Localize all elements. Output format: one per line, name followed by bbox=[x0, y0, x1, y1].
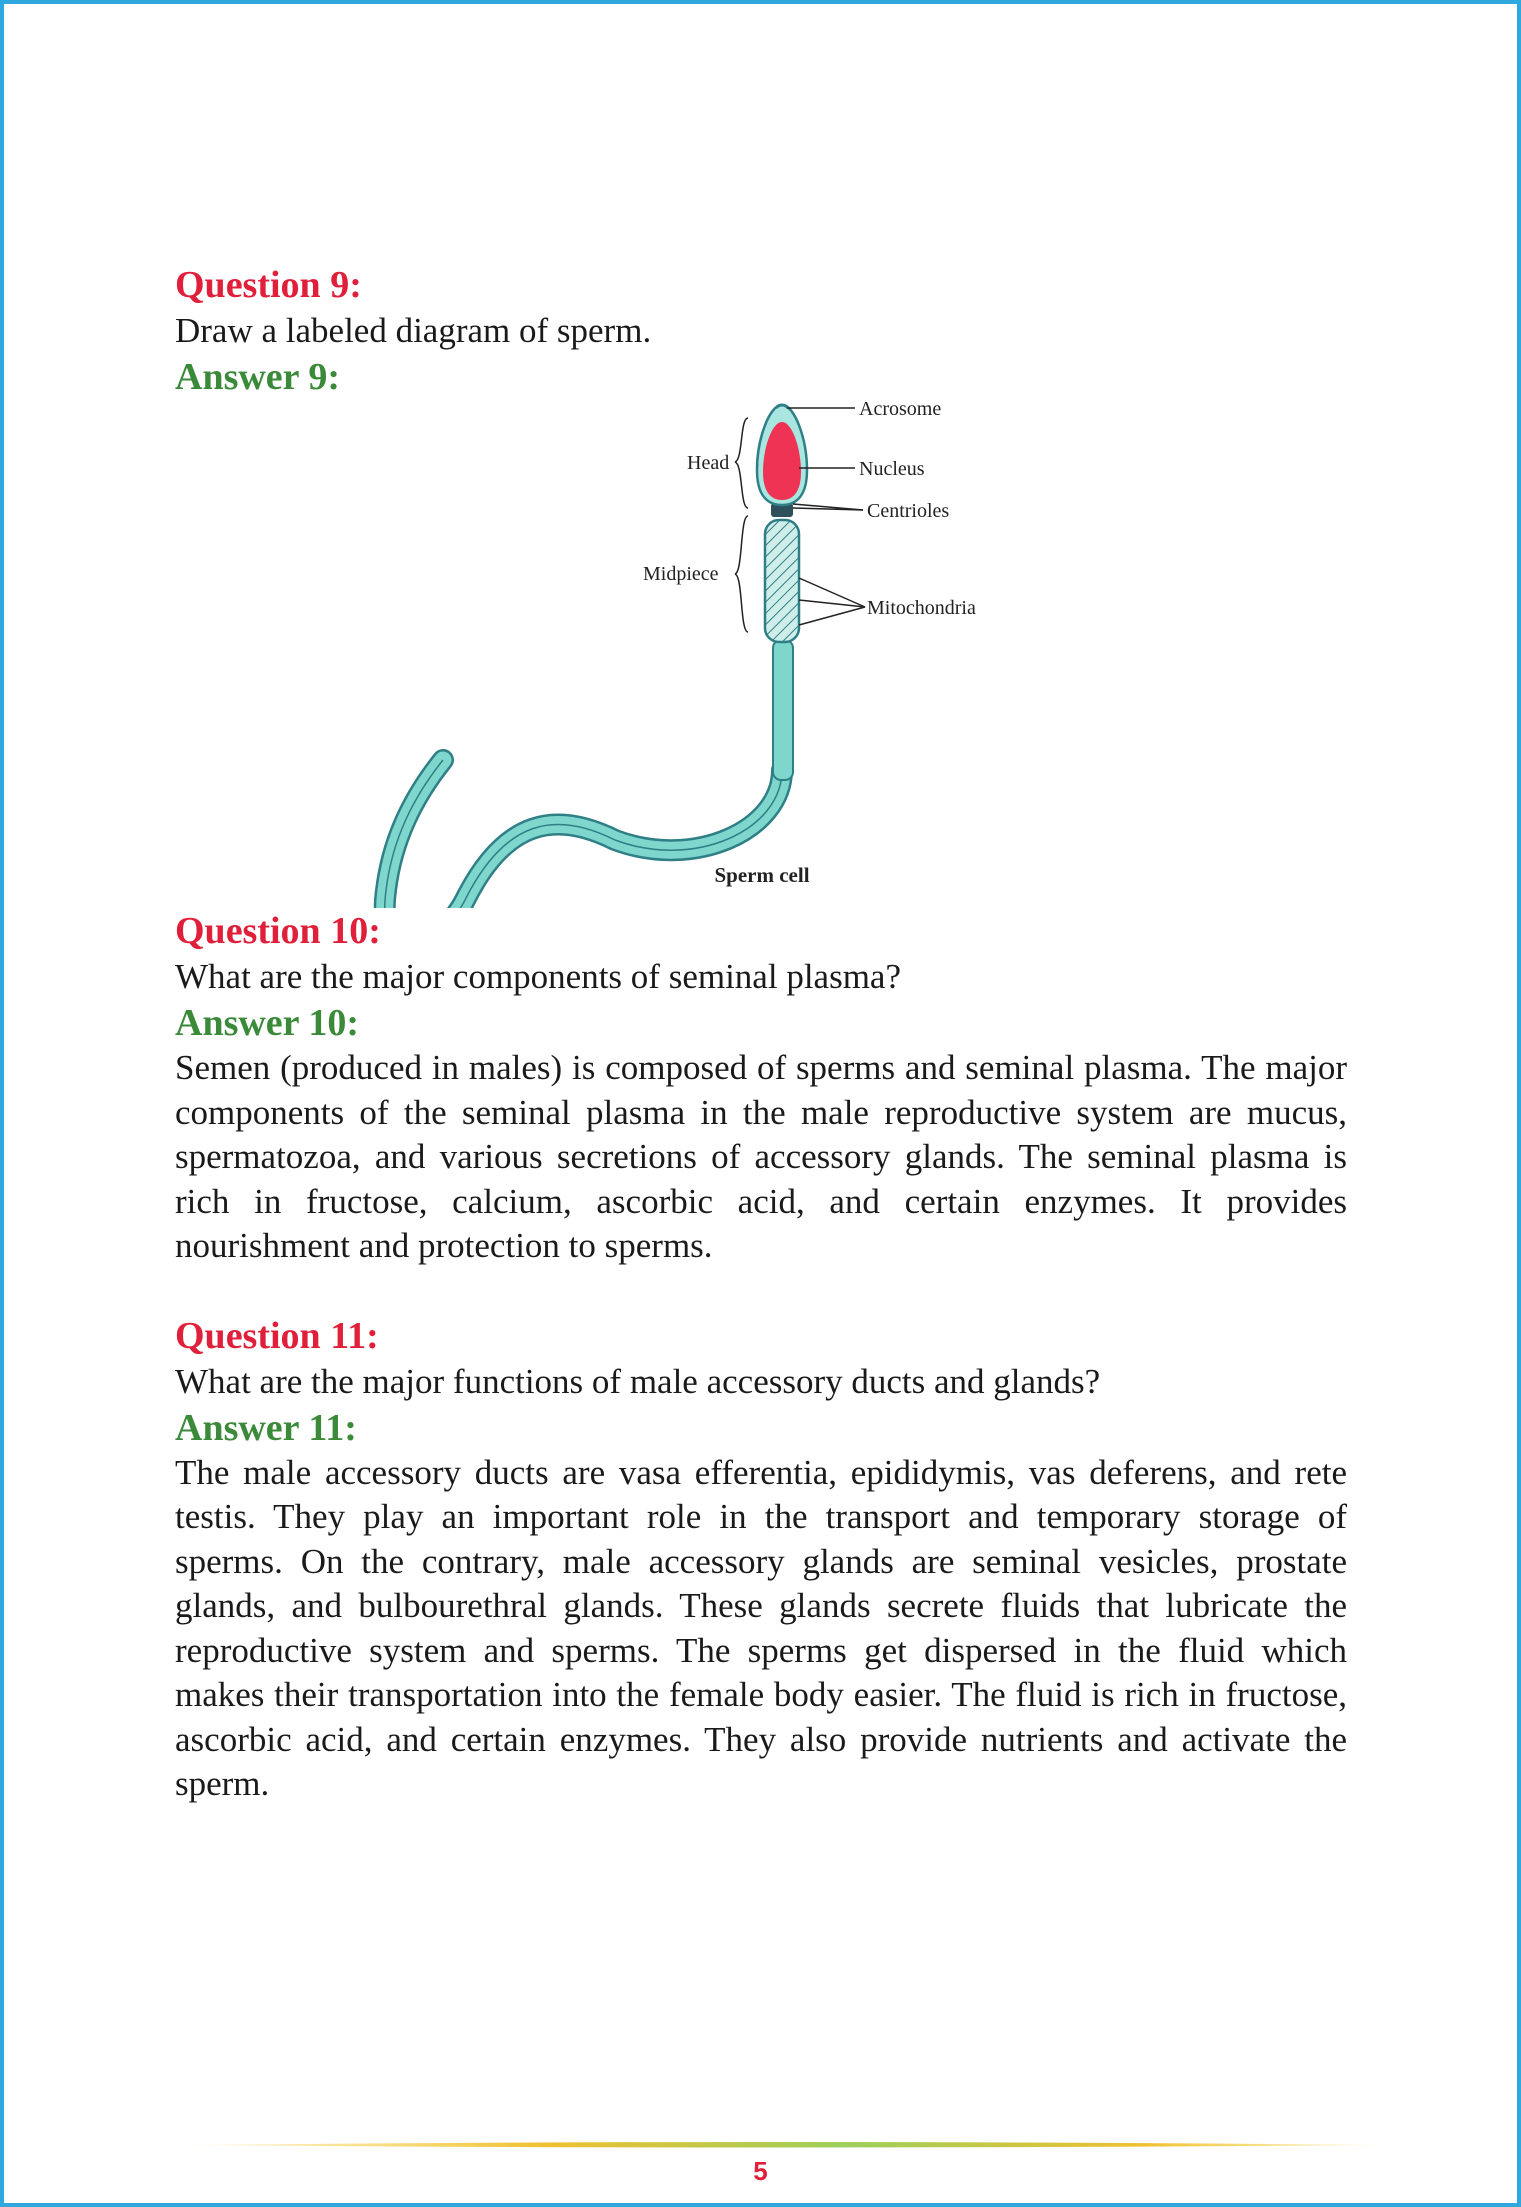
question-10-heading: Question 10: bbox=[175, 910, 381, 952]
sperm-diagram bbox=[175, 400, 1347, 908]
head-brace bbox=[735, 418, 748, 508]
label-head: Head bbox=[687, 452, 730, 474]
answer-11-text: The male accessory ducts are vasa efferentia, epididymis, vas deferens, and rete testis. They play an important role in the transport and temporary storage of sperms. On the contrary, male accessory glands are seminal vesicles, prostate glands, and bulbourethral glands. These glands secrete fluids that lubricate the reproductive system and sperms. The sperms get dispersed in the fluid which makes their transportation into the female body easier. The fluid is rich in fructose, ascorbic acid, and certain enzymes. They also provide nutrients and activate the sperm. bbox=[175, 1452, 1347, 1803]
sperm-diagram-svg bbox=[175, 400, 1347, 908]
question-9-heading: Question 9: bbox=[175, 264, 362, 306]
tail-upper bbox=[773, 640, 793, 780]
answer-9-heading: Answer 9: bbox=[175, 356, 341, 398]
answer-10-heading: Answer 10: bbox=[175, 1002, 360, 1044]
answer-11-heading: Answer 11: bbox=[175, 1406, 357, 1449]
label-acrosome: Acrosome bbox=[859, 400, 942, 420]
question-11-text: What are the major functions of male accessory ducts and glands? bbox=[175, 1361, 1101, 1401]
label-mitochondria: Mitochondria bbox=[867, 597, 976, 619]
midpiece bbox=[765, 520, 799, 642]
label-centrioles: Centrioles bbox=[867, 500, 950, 522]
spacer bbox=[175, 1269, 1347, 1313]
footer-divider bbox=[185, 2140, 1385, 2150]
diagram-caption: Sperm cell bbox=[714, 863, 810, 887]
label-midpiece: Midpiece bbox=[643, 563, 719, 585]
page-content bbox=[175, 262, 1347, 1807]
question-11-heading: Question 11: bbox=[175, 1314, 379, 1357]
page-number: 5 bbox=[753, 2156, 768, 2186]
answer-10-text: Semen (produced in males) is composed of sperms and seminal plasma. The major components of the seminal plasma in the male reproductive system are mucus, spermatozoa, and various secretions of accessory glands. The seminal plasma is rich in fructose, calcium, ascorbic acid, and certain enzymes. It provides nourishment and protection to sperms. bbox=[175, 1048, 1347, 1265]
question-10-text: What are the major components of seminal plasma? bbox=[175, 957, 901, 996]
question-9-text: Draw a labeled diagram of sperm. bbox=[175, 311, 652, 350]
midpiece-brace bbox=[735, 516, 748, 632]
label-nucleus: Nucleus bbox=[859, 458, 925, 480]
